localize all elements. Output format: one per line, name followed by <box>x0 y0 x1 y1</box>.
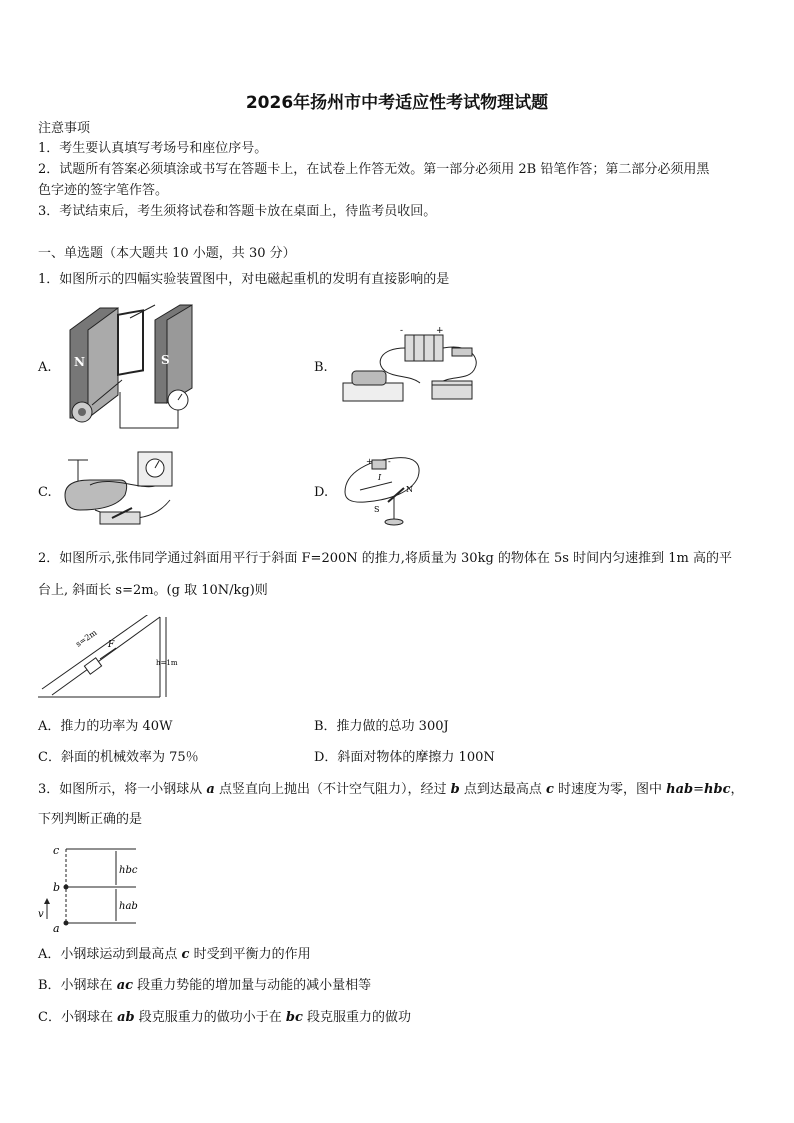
notice-heading: 注意事项 <box>38 121 91 136</box>
magnet-u <box>65 480 127 510</box>
d-plus: + <box>366 457 373 466</box>
rheostat-icon <box>432 381 472 399</box>
q2-stem-line2: 台上, 斜面长 s=2m。(g 取 10N/kg)则 <box>38 583 268 598</box>
velocity-arrow <box>44 898 50 904</box>
label-hbc: hbc <box>119 865 138 876</box>
page-title: 2026年扬州市中考适应性考试物理试题 <box>245 93 549 113</box>
q2-stem-line1: 2．如图所示,张伟同学通过斜面用平行于斜面 F=200N 的推力,将质量为 30kg 的物体在 5s 时间内匀速推到 1m 高的平 <box>38 551 732 566</box>
battery-icon <box>372 460 386 469</box>
q3-stem-line1: 3．如图所示，将一小钢球从 a 点竖直向上抛出（不计空气阻力），经过 b 点到达最高点 c 时速度为零，图中 hab=hbc， <box>38 782 744 797</box>
needle-n: N <box>406 485 413 494</box>
label-b: b <box>53 881 61 894</box>
height-label: h=1m <box>156 659 178 667</box>
q2-option-b: B．推力做的总功 300J <box>314 719 449 734</box>
q2-option-d: D．斜面对物体的摩擦力 100N <box>314 750 495 765</box>
compass-needle <box>388 488 404 502</box>
notice-item-1: 1．考生要认真填写考场号和座位序号。 <box>38 141 268 156</box>
section-heading: 一、单选题（本大题共 10 小题，共 30 分） <box>38 246 296 261</box>
cell-minus: - <box>400 326 404 336</box>
q2-incline-figure <box>38 615 188 700</box>
q1-figure-a <box>60 300 210 435</box>
q3-option-c: C．小钢球在 ab 段克服重力的做功小于在 bc 段克服重力的做功 <box>38 1010 412 1025</box>
d-minus: - <box>388 457 391 466</box>
q2-option-c: C．斜面的机械效率为 75％ <box>38 750 199 765</box>
force-label: F <box>108 640 115 650</box>
q1-option-a-label: A. <box>38 360 52 375</box>
south-label: S <box>161 353 170 367</box>
label-hab: hab <box>119 901 138 912</box>
label-v: v <box>38 909 44 920</box>
current-label: I <box>378 473 382 482</box>
q3-stem-line2: 下列判断正确的是 <box>38 812 143 827</box>
point-b <box>64 885 69 890</box>
q2-option-a: A．推力的功率为 40W <box>38 719 173 734</box>
notice-item-2: 2．试题所有答案必须填涂或书写在答题卡上，在试卷上作答无效。第一部分必须用 2B 铅笔作答；第二部分必须用黑 <box>38 162 710 177</box>
q1-option-c-label: C. <box>38 485 52 500</box>
q1-figure-d <box>340 452 425 530</box>
q3-option-b: B．小钢球在 ac 段重力势能的增加量与动能的减小量相等 <box>38 978 372 993</box>
q3-ball-figure <box>38 843 148 935</box>
label-a: a <box>53 922 60 935</box>
notice-item-2-cont: 色字迹的签字笔作答。 <box>38 183 169 198</box>
q1-option-b-label: B. <box>314 360 328 375</box>
q1-figure-b <box>340 323 490 408</box>
cell-plus: + <box>436 326 444 336</box>
label-c: c <box>53 844 60 857</box>
incline-length-label: s=2m <box>74 628 99 649</box>
coil <box>118 310 143 374</box>
north-label: N <box>74 355 85 369</box>
q1-figure-c <box>60 450 185 535</box>
point-a <box>64 921 69 926</box>
notice-item-3: 3．考试结束后，考生须将试卷和答题卡放在桌面上，待监考员收回。 <box>38 204 437 219</box>
q3-option-a: A．小钢球运动到最高点 c 时受到平衡力的作用 <box>38 947 311 962</box>
switch-base <box>343 383 403 401</box>
block <box>84 658 101 674</box>
q1-option-d-label: D. <box>314 485 329 500</box>
q1-stem: 1．如图所示的四幅实验装置图中，对电磁起重机的发明有直接影响的是 <box>38 272 450 287</box>
needle-s: S <box>374 505 380 514</box>
